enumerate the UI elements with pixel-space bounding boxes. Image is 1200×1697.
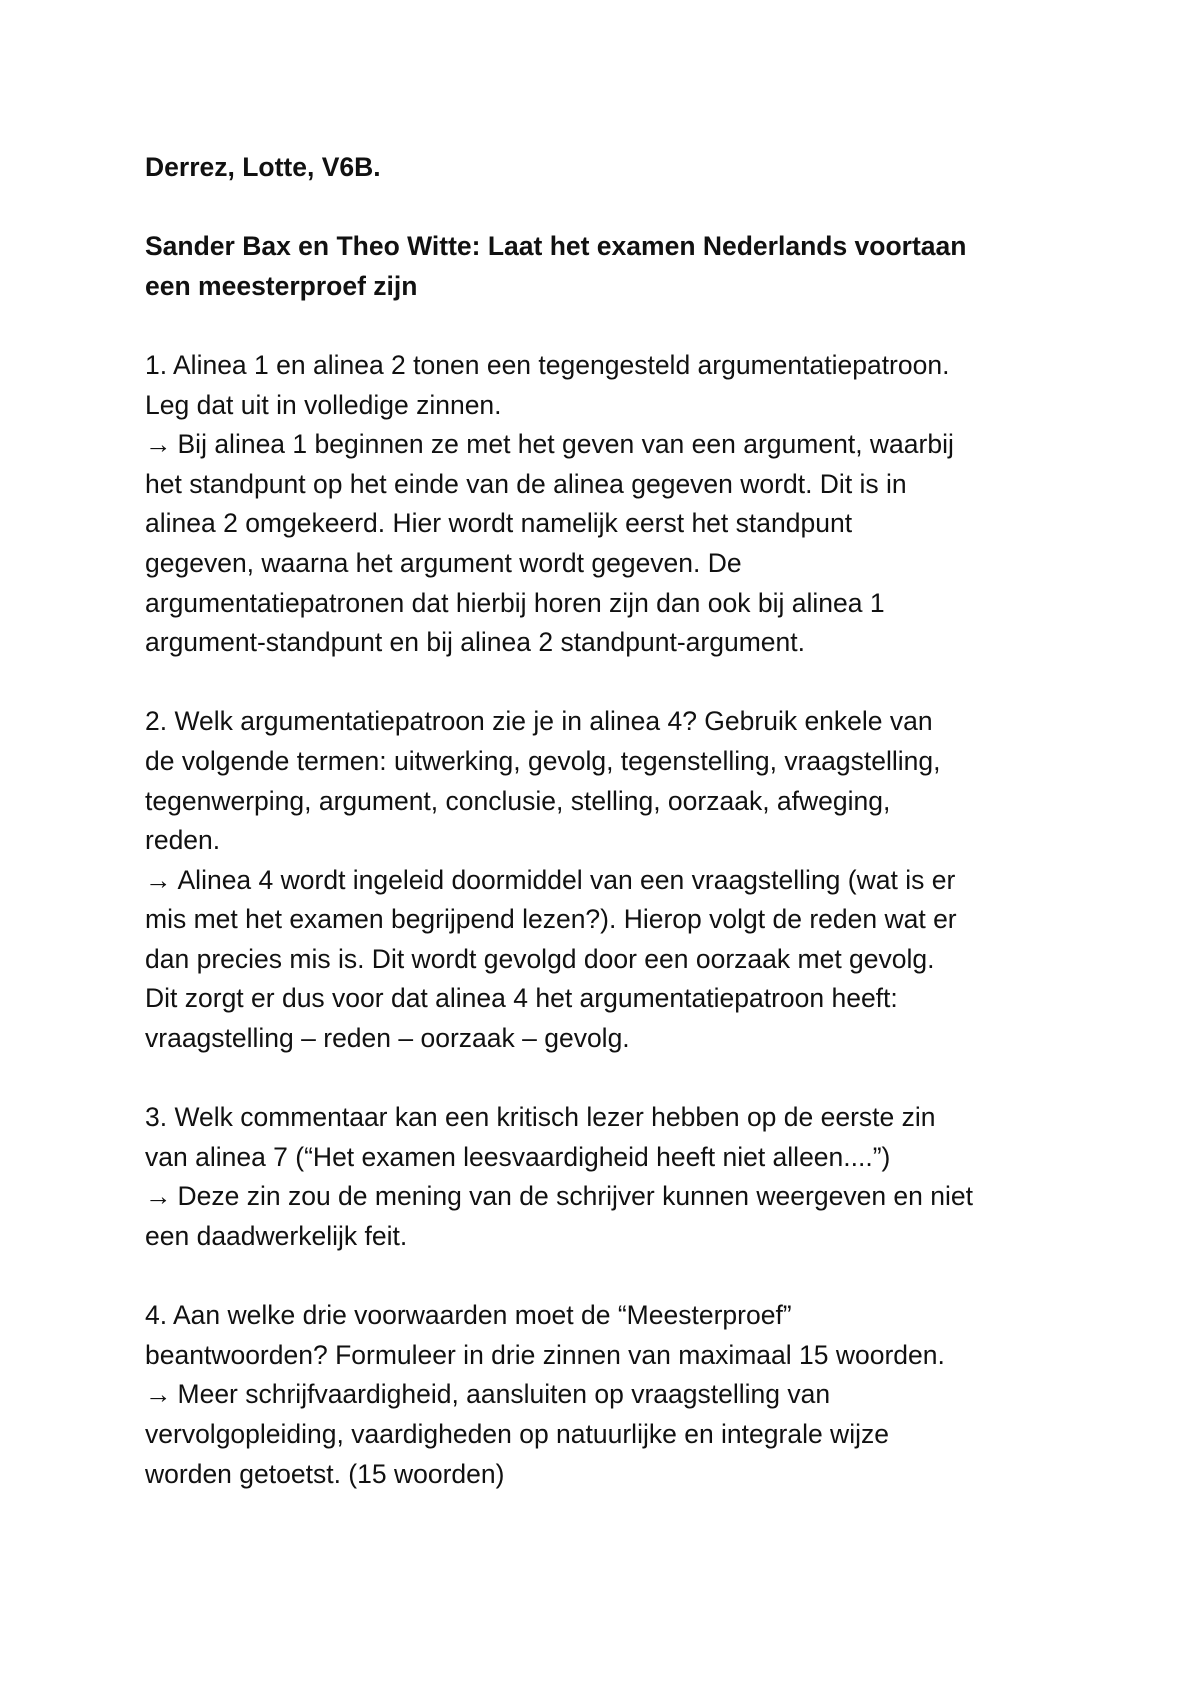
question-line: 4. Aan welke drie voorwaarden moet de “Meesterproef” [145,1300,792,1331]
arrow-right-icon: → [145,1379,172,1410]
answer-line: het standpunt op het einde van de alinea gegeven wordt. Dit is in [145,468,907,499]
spacer [145,306,1075,346]
answer-line: vervolgopleiding, vaardigheden op natuurlijke en integrale wijze [145,1419,889,1449]
question-block-2 [145,702,1075,1058]
question-line: 1. Alinea 1 en alinea 2 tonen een tegengesteld argumentatiepatroon. [145,349,950,380]
document-title-line-1: Sander Bax en Theo Witte: Laat het examen Nederlands voortaan [145,231,967,262]
answer-line [145,861,1075,901]
answer-text: Deze zin zou de mening van de schrijver kunnen weergeven en niet [177,1181,973,1212]
answer-line: mis met het examen begrijpend lezen?). Hierop volgt de reden wat er [145,904,957,935]
spacer [145,1257,1075,1297]
answer-line: dan precies mis is. Dit wordt gevolgd door een oorzaak met gevolg. [145,943,935,974]
answer-line: argument-standpunt en bij alinea 2 standpunt-argument. [145,627,805,658]
answer-line: argumentatiepatronen dat hierbij horen zijn dan ook bij alinea 1 [145,587,885,618]
answer-line: worden getoetst. (15 woorden) [145,1458,505,1489]
document-body [145,148,1075,1494]
spacer [145,663,1075,703]
answer-line [145,1177,1075,1217]
answer-line [145,425,1075,465]
answer-text: Bij alinea 1 beginnen ze met het geven van een argument, waarbij [177,429,954,460]
answer-text: Alinea 4 wordt ingeleid doormiddel van een vraagstelling (wat is er [177,864,956,895]
question-block-1 [145,346,1075,663]
question-line: van alinea 7 (“Het examen leesvaardigheid heeft niet alleen....”) [145,1141,891,1172]
author-line: Derrez, Lotte, V6B. [145,152,381,182]
question-line: beantwoorden? Formuleer in drie zinnen van maximaal 15 woorden. [145,1339,945,1370]
arrow-right-icon: → [145,1181,172,1212]
question-line: Leg dat uit in volledige zinnen. [145,389,502,420]
answer-line: een daadwerkelijk feit. [145,1221,408,1252]
document-title-line-2: een meesterproef zijn [145,270,418,301]
question-line: de volgende termen: uitwerking, gevolg, tegenstelling, vraagstelling, [145,745,941,776]
question-line: 2. Welk argumentatiepatroon zie je in alinea 4? Gebruik enkele van [145,706,933,737]
spacer [145,1059,1075,1099]
answer-line: Dit zorgt er dus voor dat alinea 4 het argumentatiepatroon heeft: [145,983,898,1014]
answer-line: alinea 2 omgekeerd. Hier wordt namelijk eerst het standpunt [145,508,853,539]
answer-line [145,1375,1075,1415]
question-line: tegenwerping, argument, conclusie, stelling, oorzaak, afweging, [145,785,891,816]
arrow-right-icon: → [145,864,172,895]
answer-line: vraagstelling – reden – oorzaak – gevolg. [145,1023,630,1054]
question-block-4 [145,1296,1075,1494]
answer-text: Meer schrijfvaardigheid, aansluiten op vraagstelling van [177,1379,831,1410]
question-line: 3. Welk commentaar kan een kritisch lezer hebben op de eerste zin [145,1102,936,1133]
answer-line: gegeven, waarna het argument wordt gegeven. De [145,547,742,578]
question-line: reden. [145,825,221,856]
arrow-right-icon: → [145,429,172,460]
question-block-3 [145,1098,1075,1256]
spacer [145,188,1075,228]
